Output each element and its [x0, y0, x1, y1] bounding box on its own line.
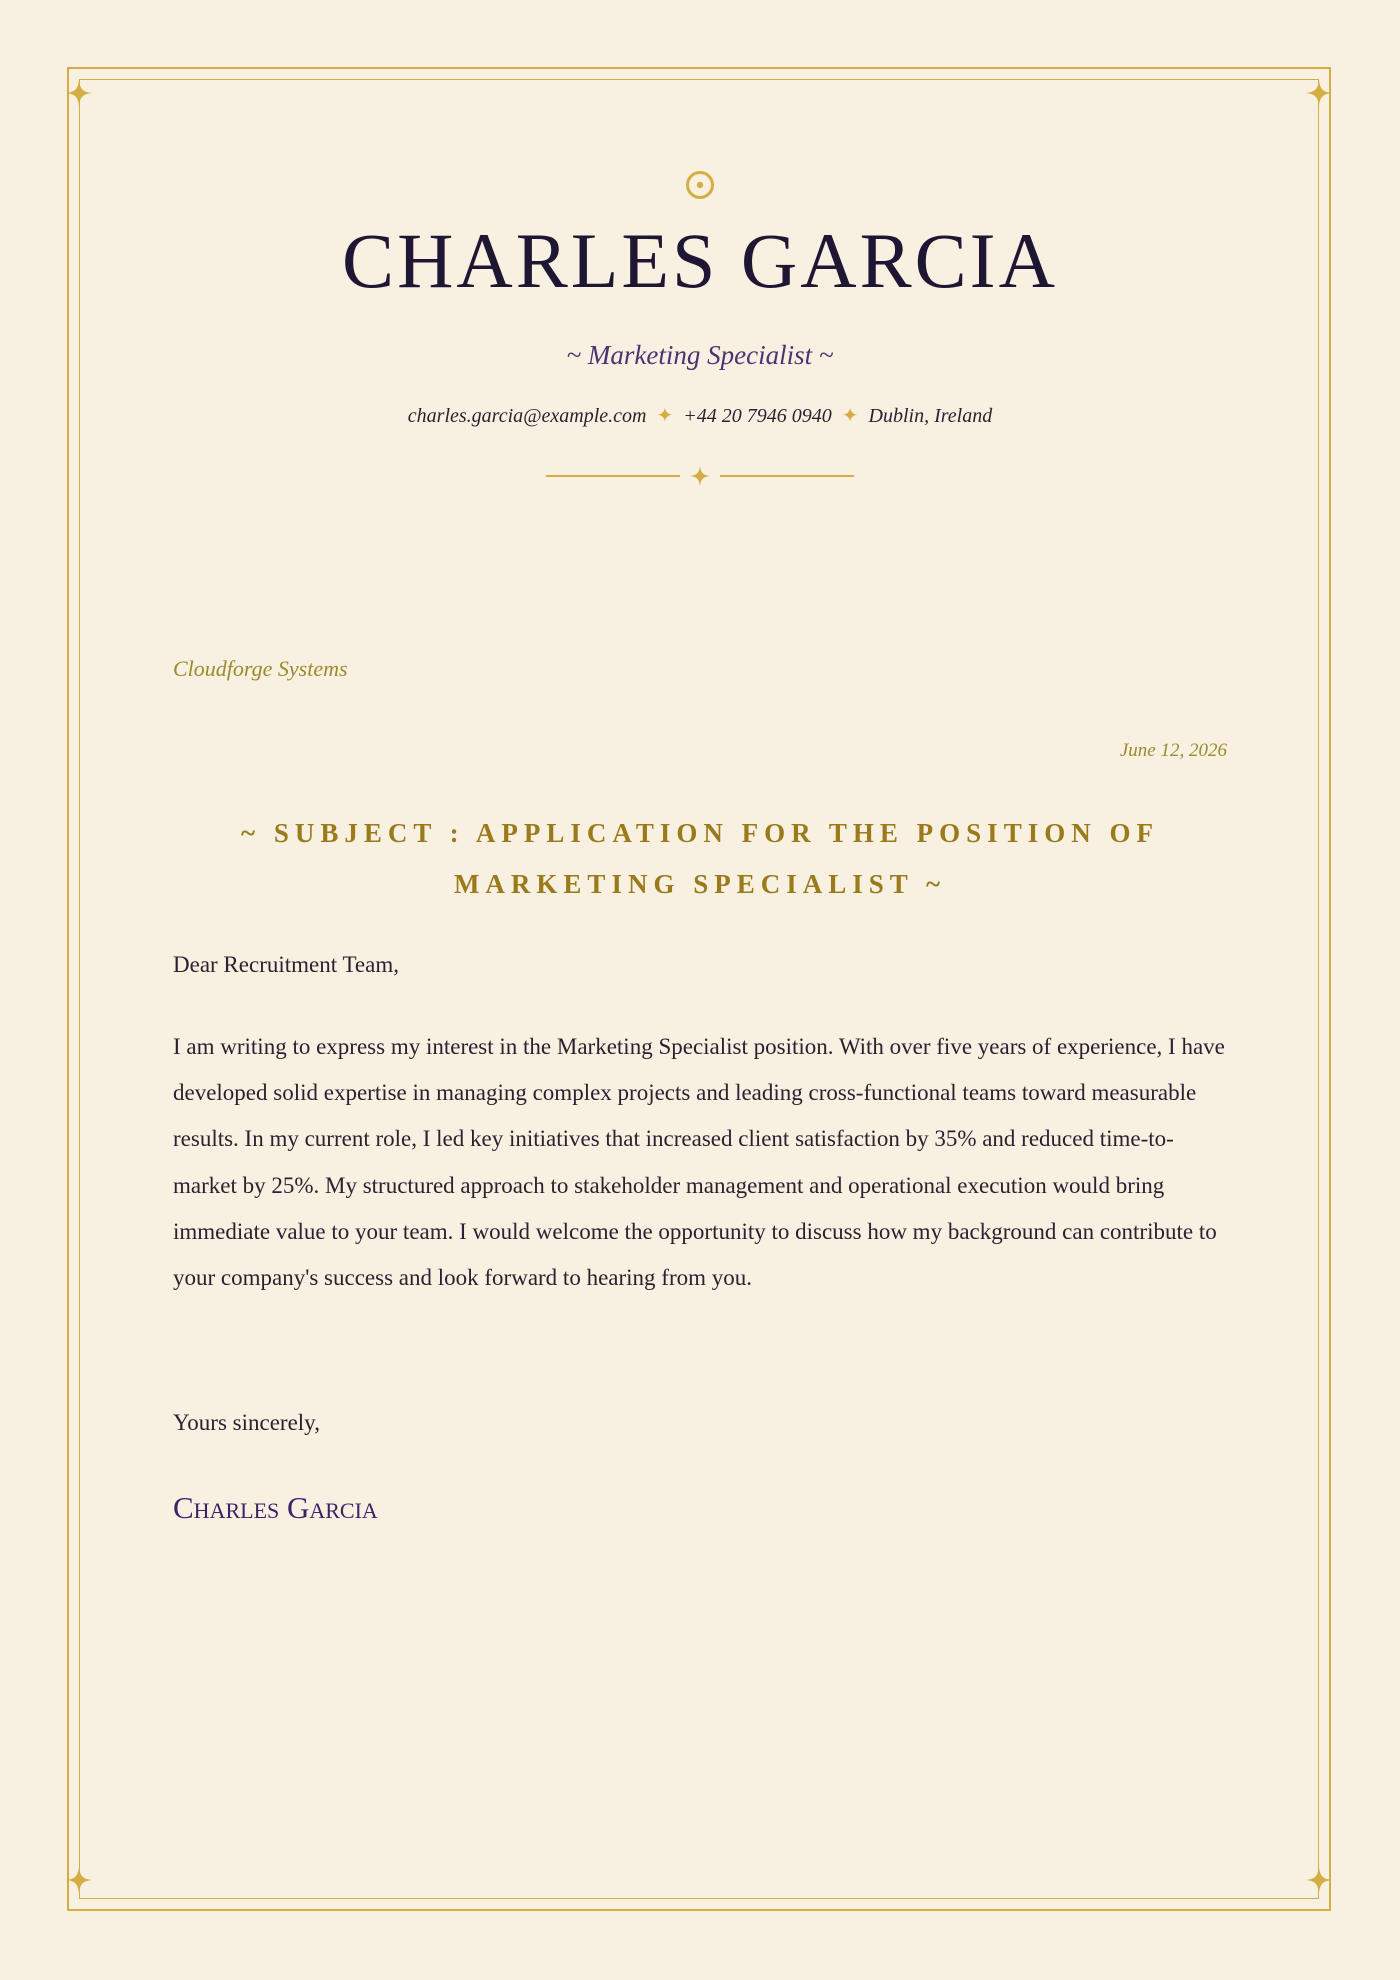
corner-star-icon	[66, 1867, 92, 1893]
letter-body: I am writing to express my interest in the Marketing Specialist position. With over five years of experience, I have developed solid expertise in managing complex projects and leading cross-functional teams toward measurable results. In my current role, I led key initiatives that increased client satisfaction by 35% and reduced time-to-market by 25%. My structured approach to stakeholder management and operational execution would bring immediate value to your team. I would welcome the opportunity to discuss how my background can contribute to your company's success and look forward to hearing from you.	[173, 1034, 1225, 1291]
four-point-star-icon: ✦	[656, 405, 674, 427]
signature: Charles Garcia	[173, 1490, 378, 1525]
applicant-name: CHARLES GARCIA	[342, 217, 1058, 304]
corner-star-icon	[1306, 80, 1332, 106]
corner-star-icon	[1306, 1867, 1332, 1893]
letter-date: June 12, 2026	[1119, 740, 1227, 761]
greeting: Dear Recruitment Team,	[173, 952, 399, 977]
four-point-star-icon: ✦	[841, 405, 859, 427]
circle-dot-icon	[685, 170, 715, 200]
contact-line	[0, 403, 1400, 428]
four-point-star-icon	[690, 466, 710, 486]
location-text: Dublin, Ireland	[868, 405, 993, 427]
subject-line: ~ SUBJECT : APPLICATION FOR THE POSITION OF MARKETING SPECIALIST ~	[241, 818, 1159, 899]
phone-text: +44 20 7946 0940	[683, 405, 832, 427]
closing: Yours sincerely,	[173, 1410, 320, 1435]
email-text: charles.garcia@example.com	[407, 405, 647, 427]
recipient-company: Cloudforge Systems	[173, 656, 348, 681]
job-title: ~ Marketing Specialist ~	[566, 340, 834, 370]
corner-star-icon	[66, 80, 92, 106]
header-divider	[546, 464, 854, 488]
